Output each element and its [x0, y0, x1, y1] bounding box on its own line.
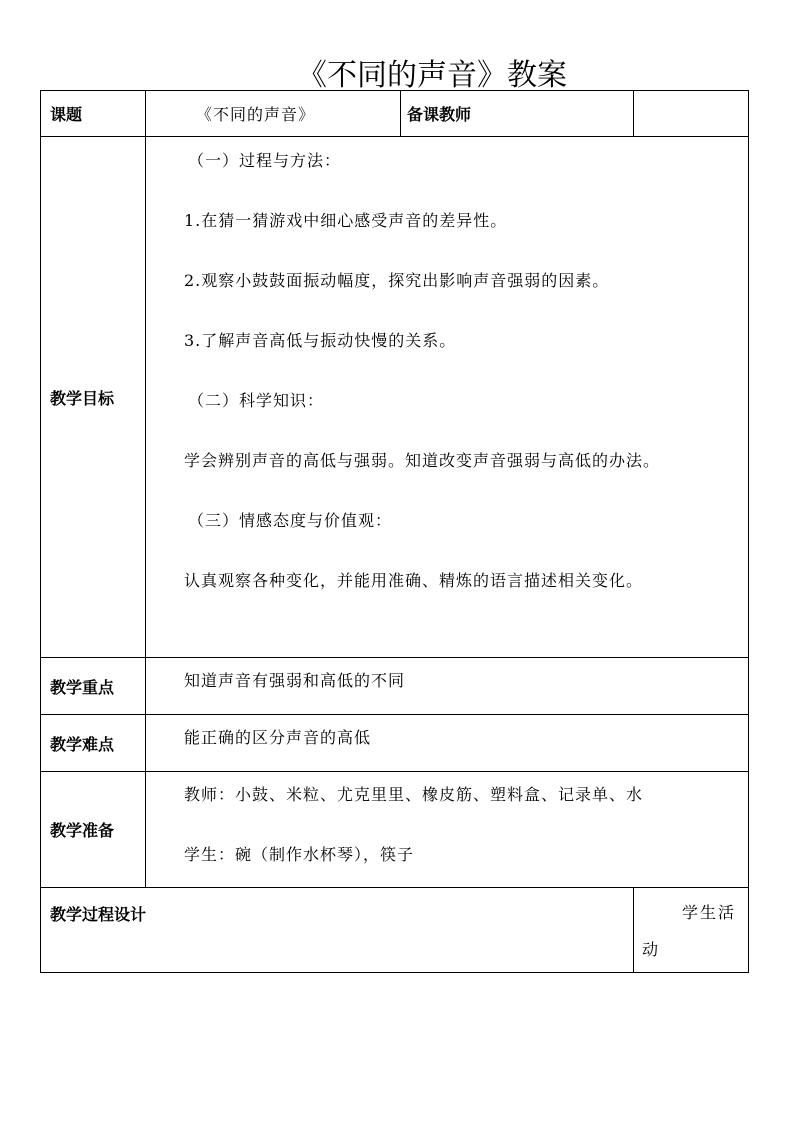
- difficulties-label: 教学难点: [41, 715, 146, 772]
- document-title: 《不同的声音》教案: [297, 58, 567, 93]
- difficulties-text: 能正确的区分声音的高低: [146, 715, 749, 772]
- objectives-content: [146, 137, 749, 658]
- preparation-label: 教学准备: [41, 772, 146, 888]
- objectives-label: 教学目标: [41, 137, 146, 658]
- process-row: [41, 888, 749, 973]
- topic-label: 课题: [41, 91, 146, 137]
- objective-line: 学会辨别声音的高低与强弱。知道改变声音强弱与高低的办法。: [184, 451, 661, 470]
- key-points-label: 教学重点: [41, 658, 146, 715]
- objective-line: 2.观察小鼓鼓面振动幅度，探究出影响声音强弱的因素。: [184, 271, 610, 290]
- lesson-plan-table: [40, 90, 749, 973]
- objective-line: （二）科学知识：: [188, 391, 325, 410]
- preparation-student-line: 学生：碗（制作水杯琴），筷子: [184, 845, 415, 864]
- teacher-value: [634, 91, 749, 137]
- difficulties-row: [41, 715, 749, 772]
- key-points-text: 知道声音有强弱和高低的不同: [146, 658, 749, 715]
- activity-label-part1: 学生活: [681, 903, 736, 922]
- objective-line: 认真观察各种变化，并能用准确、精炼的语言描述相关变化。: [184, 571, 644, 590]
- teacher-label: 备课教师: [401, 91, 634, 137]
- objective-line: 3.了解声音高低与振动快慢的关系。: [184, 331, 457, 350]
- topic-value: 《不同的声音》: [146, 91, 401, 137]
- activity-cell: [634, 888, 749, 973]
- preparation-content: [146, 772, 749, 888]
- objective-line: 1.在猜一猜游戏中细心感受声音的差异性。: [184, 211, 508, 230]
- objective-line: （一）过程与方法：: [188, 151, 342, 170]
- preparation-row: [41, 772, 749, 888]
- objectives-row: [41, 137, 749, 658]
- activity-label-part2: 动: [642, 940, 661, 959]
- key-points-row: [41, 658, 749, 715]
- objective-line: （三）情感态度与价值观：: [188, 511, 393, 530]
- topic-row: [41, 91, 749, 137]
- process-label: 教学过程设计: [41, 888, 634, 973]
- preparation-teacher-line: 教师：小鼓、米粒、尤克里里、橡皮筋、塑料盒、记录单、水: [184, 785, 644, 804]
